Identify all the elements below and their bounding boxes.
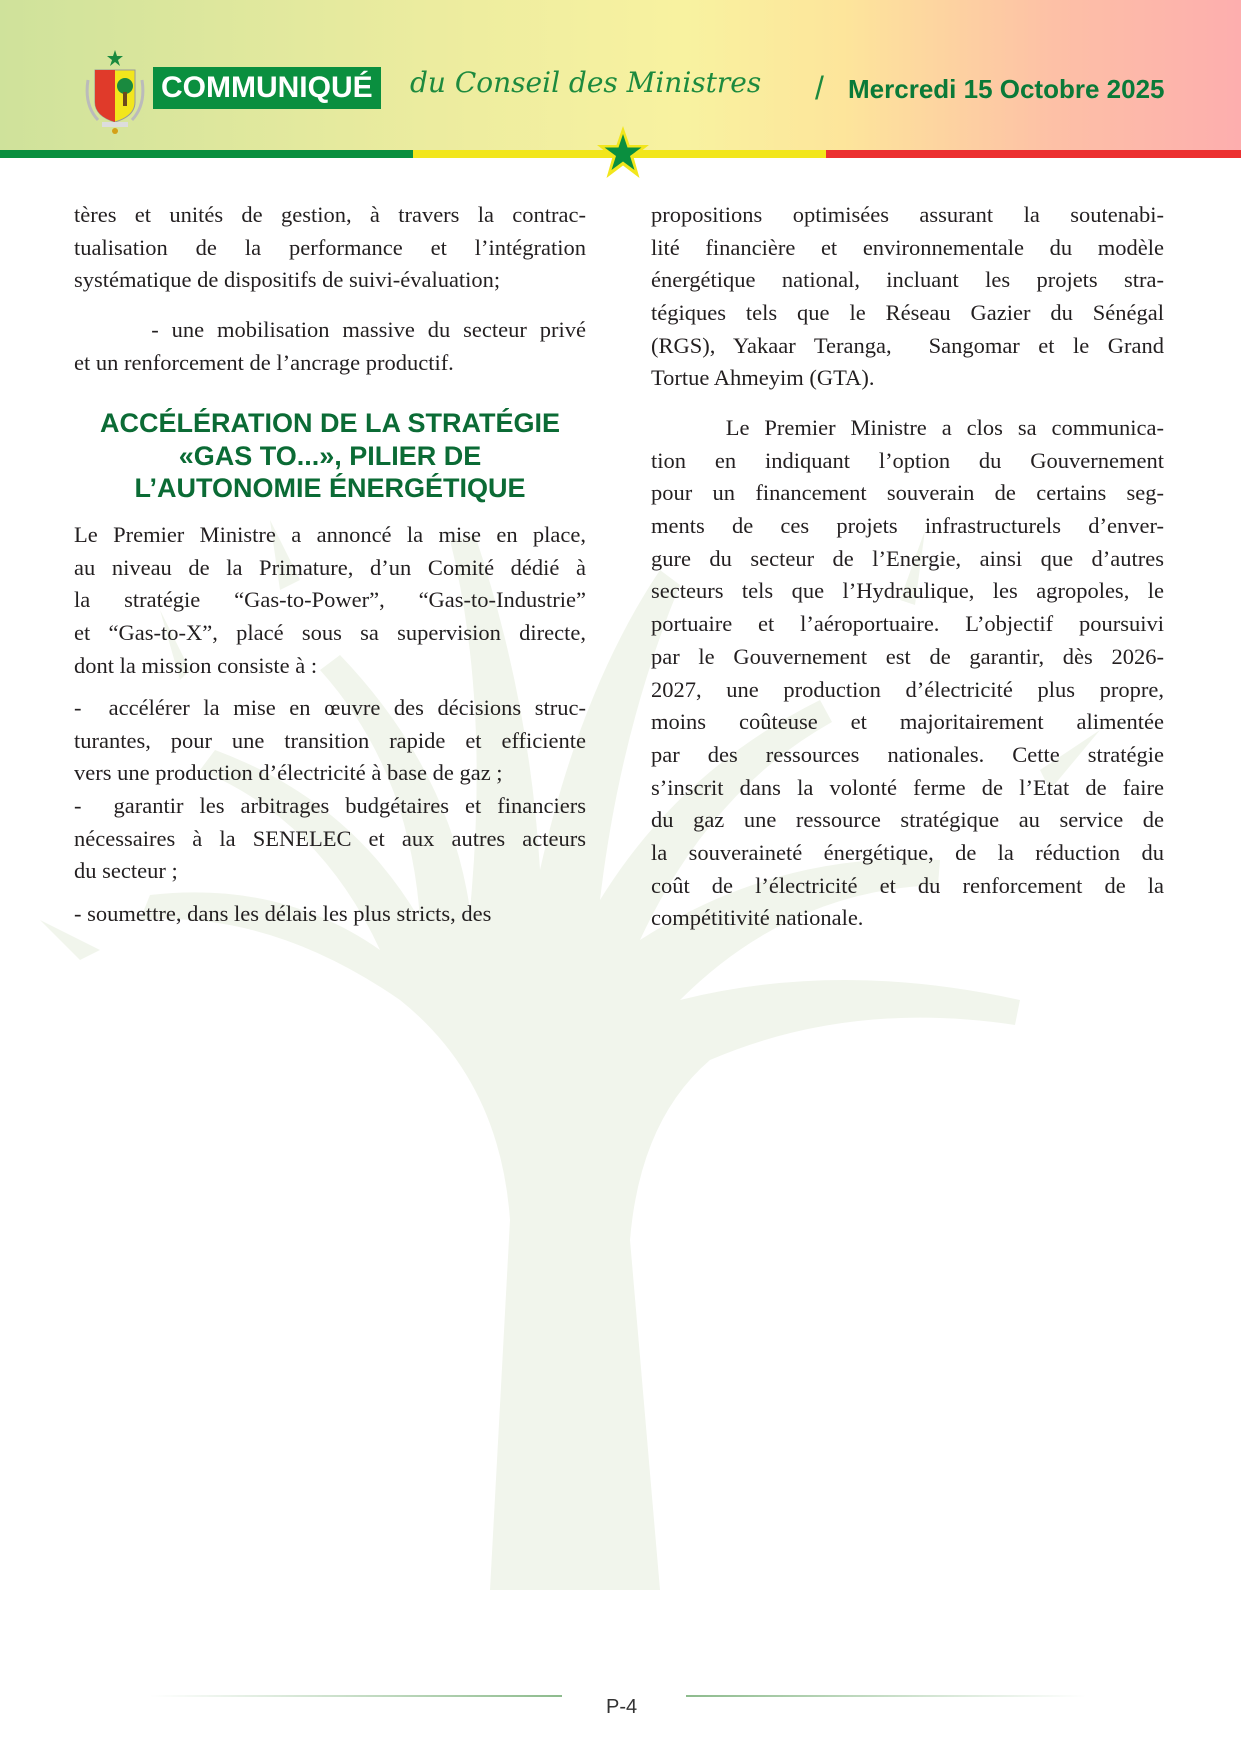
section-heading [74,407,586,505]
text-line: (RGS), Yakaar Teranga, Sangomar et le Grand [651,332,1164,358]
text-line: la souveraineté énergétique, de la réduction du [651,839,1164,865]
text-line: par des ressources nationales. Cette stratégie [651,741,1164,767]
text-line: propositions optimisées assurant la soutenabi- [651,202,1164,227]
text-line: tères et unités de gestion, à travers la contrac- [74,202,586,227]
text-line: vers une production d’électricité à base de gaz ; [74,760,503,786]
text-line: s’inscrit dans la volonté ferme de l’Etat de faire [651,774,1164,800]
text-line: pour un financement souverain de certains seg- [651,480,1164,506]
heading-line: ACCÉLÉRATION DE LA STRATÉGIE [99,408,560,438]
text-line: 2027, une production d’électricité plus propre, [651,676,1164,702]
text-line: dont la mission consiste à : [74,652,318,678]
text-line: Le Premier Ministre a clos sa communica- [651,415,1164,440]
footer-divider-left [150,1695,562,1697]
text-line: turantes, pour une transition rapide et efficiente [74,727,586,753]
header-date: Mercredi 15 Octobre 2025 [848,74,1165,104]
text-line: - soumettre, dans les délais les plus stricts, des [74,901,492,926]
heading-line: L’AUTONOMIE ÉNERGÉTIQUE [134,473,526,503]
text-line: gure du secteur de l’Energie, ainsi que d’autres [651,545,1164,571]
text-line: Le Premier Ministre a annoncé la mise en place, [74,522,586,547]
bullet-item [74,692,586,790]
paragraph [74,199,586,297]
text-line: - garantir les arbitrages budgétaires et financiers [74,793,586,818]
paragraph [74,314,586,379]
text-line: par le Gouvernement est de garantir, dès 2026- [651,643,1164,669]
text-line: tualisation de la performance et l’intégration [74,234,586,260]
text-line: - accélérer la mise en œuvre des décisions struc- [74,695,586,720]
text-line: lité financière et environnementale du modèle [651,234,1164,260]
text-line: et “Gas-to-X”, placé sous sa supervision directe, [74,620,586,646]
text-line: tégiques tels que le Réseau Gazier du Sénégal [651,300,1164,326]
text-line: du secteur ; [74,858,178,884]
header-separator: / [815,70,824,106]
star-icon [596,126,650,180]
text-line: compétitivité nationale. [651,905,864,931]
text-line: et un renforcement de l’ancrage productif. [74,349,454,375]
text-line: Tortue Ahmeyim (GTA). [651,365,875,391]
paragraph [651,412,1164,935]
right-column [651,0,1164,1000]
text-line: systématique de dispositifs de suivi-évaluation; [74,267,501,293]
text-line: coût de l’électricité et du renforcement de la [651,872,1164,898]
text-line: nécessaires à la SENELEC et aux autres acteurs [74,825,586,851]
heading-line: «GAS TO...», PILIER DE [178,440,482,471]
paragraph [651,199,1164,395]
text-line: au niveau de la Primature, d’un Comité dédié à [74,554,586,580]
text-line: - une mobilisation massive du secteur privé [74,317,586,342]
text-line: ments de ces projets infrastructurels d’enver- [651,513,1164,539]
page-number: P-4 [606,1696,638,1718]
paragraph [74,519,586,682]
text-line: la stratégie “Gas-to-Power”, “Gas-to-Industrie” [74,587,586,613]
bullet-item [74,898,586,931]
bullet-item [74,790,586,888]
text-line: secteurs tels que l’Hydraulique, les agropoles, le [651,578,1164,604]
brand-label: COMMUNIQUÉ [153,67,381,109]
text-line: du gaz une ressource stratégique au service de [651,807,1164,833]
text-line: tion en indiquant l’option du Gouvernement [651,447,1164,473]
text-line: moins coûteuse et majoritairement alimentée [651,709,1164,735]
left-column [74,0,586,1000]
text-line: énergétique national, incluant les projets stra- [651,267,1164,293]
header-subtitle: du Conseil des Ministres [410,66,762,99]
text-line: portuaire et l’aéroportuaire. L’objectif poursuivi [651,611,1164,637]
footer-divider-right [686,1695,1086,1697]
